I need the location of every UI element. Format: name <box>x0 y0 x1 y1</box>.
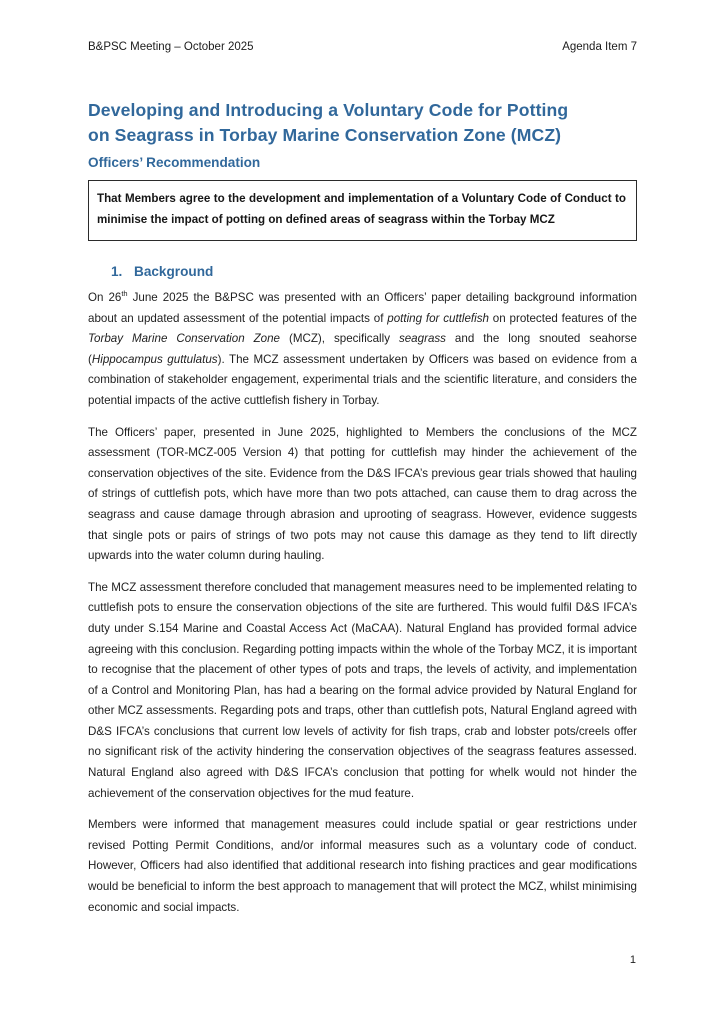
page-number: 1 <box>629 954 636 966</box>
recommendation-text: That Members agree to the development and implementation of a Voluntary Code of Conduct to minimise the impact of potting on defined areas of seagrass within the Torbay MCZ <box>97 192 626 226</box>
recommendation-box <box>88 180 637 241</box>
section-heading-background <box>88 263 637 280</box>
document-header <box>88 40 637 54</box>
officers-recommendation-heading: Officers’ Recommendation <box>88 155 261 170</box>
header-meeting-title: B&PSC Meeting – October 2025 <box>88 41 254 53</box>
page-title-line-1: Developing and Introducing a Voluntary Code for Potting <box>88 100 569 120</box>
header-agenda-item: Agenda Item 7 <box>562 41 637 53</box>
paragraph-background-3: The MCZ assessment therefore concluded that management measures need to be implemented relating to cuttlefish pots to ensure the conservation objections of the site are furthered. This would fulfil D&S IFCA’s duty under S.154 Marine and Coastal Access Act (MaCAA). Natural England has provided formal advice agreeing with this conclusion. Regarding potting impacts within the whole of the Torbay MCZ, it is important to recognise that the placement of other types of pots and traps, the levels of activity, and implementation of a Control and Monitoring Plan, has had a bearing on the formal advice provided by Natural England for other MCZ assessments. Regarding pots and traps, other than cuttlefish pots, Natural England agreed with D&S IFCA’s conclusions that current low levels of activity for fish traps, crab and lobster pots/creels offer no significant risk of the activity hindering the conservation objectives of the seagrass features assessed. Natural England also agreed with D&S IFCA’s conclusion that potting for whelk would not hinder the achievement of the conservation objectives for the mud feature. <box>88 580 637 800</box>
paragraph-background-4: Members were informed that management measures could include spatial or gear restrictions under revised Potting Permit Conditions, and/or informal measures such as a voluntary code of conduct. However, Officers had also identified that additional research into fishing practices and gear modifications would be beneficial to inform the best approach to management that will protect the MCZ, whilst minimising economic and social impacts. <box>88 818 637 914</box>
section-title: Background <box>134 264 214 279</box>
page-title <box>88 98 637 147</box>
paragraph-background-1: On 26th June 2025 the B&PSC was presented with an Officers’ paper detailing background information about an updated assessment of the potential impacts of potting for cuttlefish on protected features of the Torbay Marine Conservation Zone (MCZ), specifically seagrass and the long snouted seahorse (Hippocampus guttulatus). The MCZ assessment undertaken by Officers was based on evidence from a combination of stakeholder engagement, experimental trials and the scientific literature, and considers the potential impacts of the active cuttlefish fishery in Torbay. <box>88 289 638 407</box>
paragraph-background-2: The Officers’ paper, presented in June 2025, highlighted to Members the conclusions of the MCZ assessment (TOR-MCZ-005 Version 4) that potting for cuttlefish may hinder the achievement of the conservation objectives of the site. Evidence from the D&S IFCA’s previous gear trials showed that hauling of strings of cuttlefish pots, which have more than two pots attached, can cause them to drag across the seagrass and cause damage through abrasion and uprooting of seagrass. However, evidence suggests that single pots or pairs of strings of two pots may not cause this damage as they tend to lift directly upwards into the water column during hauling. <box>88 425 637 563</box>
section-number: 1. <box>111 264 123 279</box>
page-title-line-2: on Seagrass in Torbay Marine Conservation Zone (MCZ) <box>88 124 562 145</box>
